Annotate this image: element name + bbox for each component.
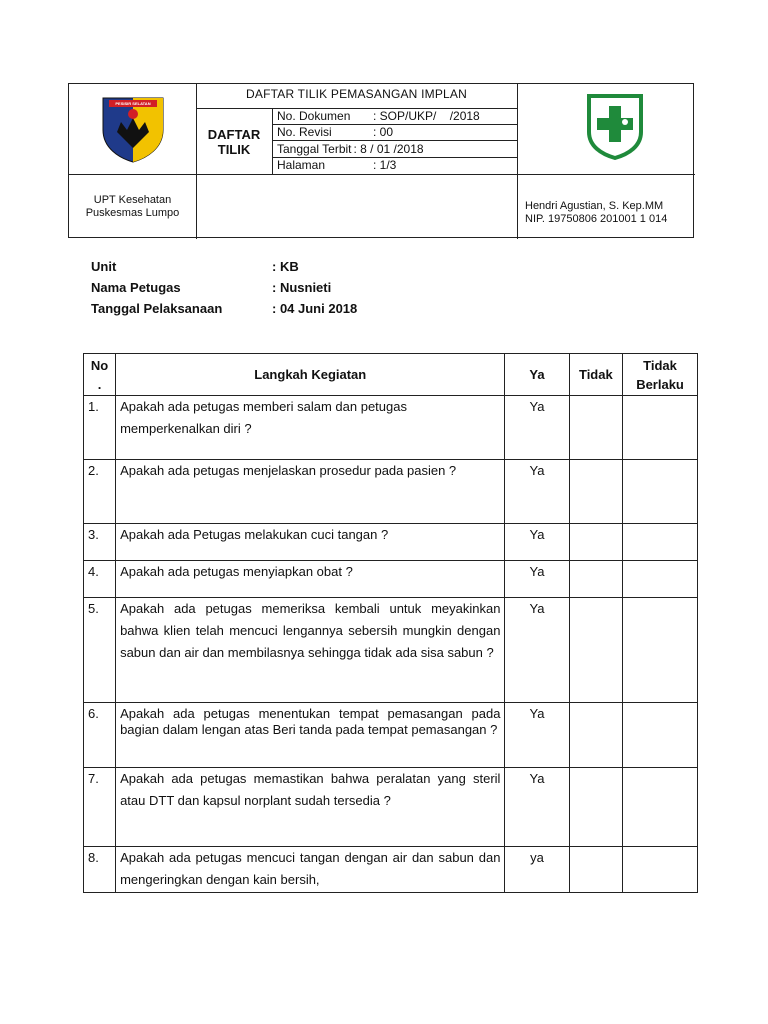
info-value: : KB xyxy=(272,259,299,274)
header-no xyxy=(84,354,116,396)
meta-row xyxy=(277,109,515,123)
row-number: 8. xyxy=(84,847,116,893)
info-row-unit xyxy=(91,259,299,274)
header-tb-line: Tidak xyxy=(643,357,677,373)
row-ya-cell[interactable]: Ya xyxy=(505,460,569,524)
document-title: DAFTAR TILIK PEMASANGAN IMPLAN xyxy=(246,87,467,101)
row-step: Apakah ada petugas menyiapkan obat ? xyxy=(116,561,505,598)
info-label: Unit xyxy=(91,259,117,274)
row-tidak-cell[interactable] xyxy=(569,524,622,561)
row-tidak-cell[interactable] xyxy=(569,561,622,598)
row-step: Apakah ada petugas mencuci tangan dengan air dan sabun dan mengeringkan dengan kain bersih, xyxy=(116,847,505,893)
puskesmas-cross-icon xyxy=(583,92,647,160)
header-no-line: . xyxy=(97,377,102,392)
row-ya-cell[interactable]: Ya xyxy=(505,524,569,561)
row-step: Apakah ada petugas menjelaskan prosedur pada pasien ? xyxy=(116,460,505,524)
row-ya-cell[interactable]: ya xyxy=(505,847,569,893)
info-row-date xyxy=(91,301,357,316)
header-tidak-berlaku xyxy=(623,354,698,396)
row-number: 6. xyxy=(84,703,116,768)
header-divider xyxy=(69,174,695,175)
row-tidak-cell[interactable] xyxy=(569,460,622,524)
meta-value: : 00 xyxy=(373,125,394,139)
row-tidak-berlaku-cell[interactable] xyxy=(623,598,698,703)
table-row xyxy=(84,847,698,893)
puskesmas-logo xyxy=(583,92,647,160)
meta-row xyxy=(277,142,515,156)
organization-line: Puskesmas Lumpo xyxy=(85,207,180,219)
row-tidak-cell[interactable] xyxy=(569,598,622,703)
meta-label: No. Dokumen xyxy=(277,109,351,123)
row-tidak-cell[interactable] xyxy=(569,703,622,768)
signatory-nip: NIP. 19750806 201001 1 014 xyxy=(525,213,668,225)
info-value: : 04 Juni 2018 xyxy=(272,301,358,316)
table-row xyxy=(84,598,698,703)
checklist-table xyxy=(83,353,698,893)
signatory xyxy=(525,200,693,226)
header-no-line: No xyxy=(90,358,109,373)
row-step: Apakah ada petugas memeriksa kembali untuk meyakinkan bahwa klien telah mencuci lengannya sebersih mungkin dengan sabun dan air dan membilasnya sehingga tidak ada sisa sabun ? xyxy=(116,598,505,703)
info-label: Tanggal Pelaksanaan xyxy=(91,301,223,316)
meta-label: Halaman xyxy=(277,158,326,172)
meta-label: Tanggal Terbit xyxy=(277,142,352,156)
row-number: 2. xyxy=(84,460,116,524)
row-ya-cell[interactable]: Ya xyxy=(505,561,569,598)
row-tidak-berlaku-cell[interactable] xyxy=(623,524,698,561)
meta-value: : SOP/UKP/ /2018 xyxy=(373,109,480,123)
header-step: Langkah Kegiatan xyxy=(116,354,505,396)
table-row xyxy=(84,768,698,847)
regency-logo xyxy=(99,92,167,164)
table-row xyxy=(84,703,698,768)
document-type-line: TILIK xyxy=(217,142,251,157)
meta-value: : 1/3 xyxy=(373,158,397,172)
info-label: Nama Petugas xyxy=(91,280,181,295)
row-tidak-berlaku-cell[interactable] xyxy=(623,460,698,524)
row-step: Apakah ada petugas menentukan tempat pemasangan pada bagian dalam lengan atas Beri tanda pada tempat pemasangan ? xyxy=(116,703,505,768)
meta-label: No. Revisi xyxy=(277,125,332,139)
document-type xyxy=(196,127,272,157)
row-number: 5. xyxy=(84,598,116,703)
header-divider xyxy=(517,84,518,239)
table-row xyxy=(84,460,698,524)
row-tidak-berlaku-cell[interactable] xyxy=(623,768,698,847)
table-header-row xyxy=(84,354,698,396)
document-header xyxy=(68,83,694,238)
row-tidak-berlaku-cell[interactable] xyxy=(623,847,698,893)
header-divider xyxy=(272,140,517,141)
row-ya-cell[interactable]: Ya xyxy=(505,703,569,768)
signatory-name: Hendri Agustian, S. Kep.MM xyxy=(525,200,664,212)
row-number: 7. xyxy=(84,768,116,847)
header-tb-line: Berlaku xyxy=(636,376,684,392)
row-tidak-berlaku-cell[interactable] xyxy=(623,703,698,768)
table-row xyxy=(84,396,698,460)
table-row xyxy=(84,524,698,561)
header-divider xyxy=(272,108,273,175)
row-tidak-berlaku-cell[interactable] xyxy=(623,396,698,460)
row-number: 4. xyxy=(84,561,116,598)
meta-row xyxy=(277,125,515,139)
table-row xyxy=(84,561,698,598)
row-tidak-cell[interactable] xyxy=(569,396,622,460)
row-step: Apakah ada petugas memastikan bahwa peralatan yang steril atau DTT dan kapsul norplant sudah tersedia ? xyxy=(116,768,505,847)
info-row-officer xyxy=(91,280,331,295)
row-ya-cell[interactable]: Ya xyxy=(505,396,569,460)
row-tidak-cell[interactable] xyxy=(569,768,622,847)
row-number: 1. xyxy=(84,396,116,460)
header-ya: Ya xyxy=(505,354,569,396)
meta-row xyxy=(277,158,515,172)
row-step: Apakah ada petugas memberi salam dan petugas memperkenalkan diri ? xyxy=(116,396,505,460)
document-type-line: DAFTAR xyxy=(207,127,261,142)
row-ya-cell[interactable]: Ya xyxy=(505,598,569,703)
row-tidak-berlaku-cell[interactable] xyxy=(623,561,698,598)
logo-banner-text: PESISIR SELATAN xyxy=(115,101,151,106)
row-step: Apakah ada Petugas melakukan cuci tangan ? xyxy=(116,524,505,561)
row-number: 3. xyxy=(84,524,116,561)
organization-name xyxy=(69,194,196,220)
header-tidak: Tidak xyxy=(569,354,622,396)
organization-line: UPT Kesehatan xyxy=(93,194,172,206)
row-ya-cell[interactable]: Ya xyxy=(505,768,569,847)
row-tidak-cell[interactable] xyxy=(569,847,622,893)
info-value: : Nusnieti xyxy=(272,280,332,295)
meta-value: : 8 / 01 /2018 xyxy=(353,142,424,156)
